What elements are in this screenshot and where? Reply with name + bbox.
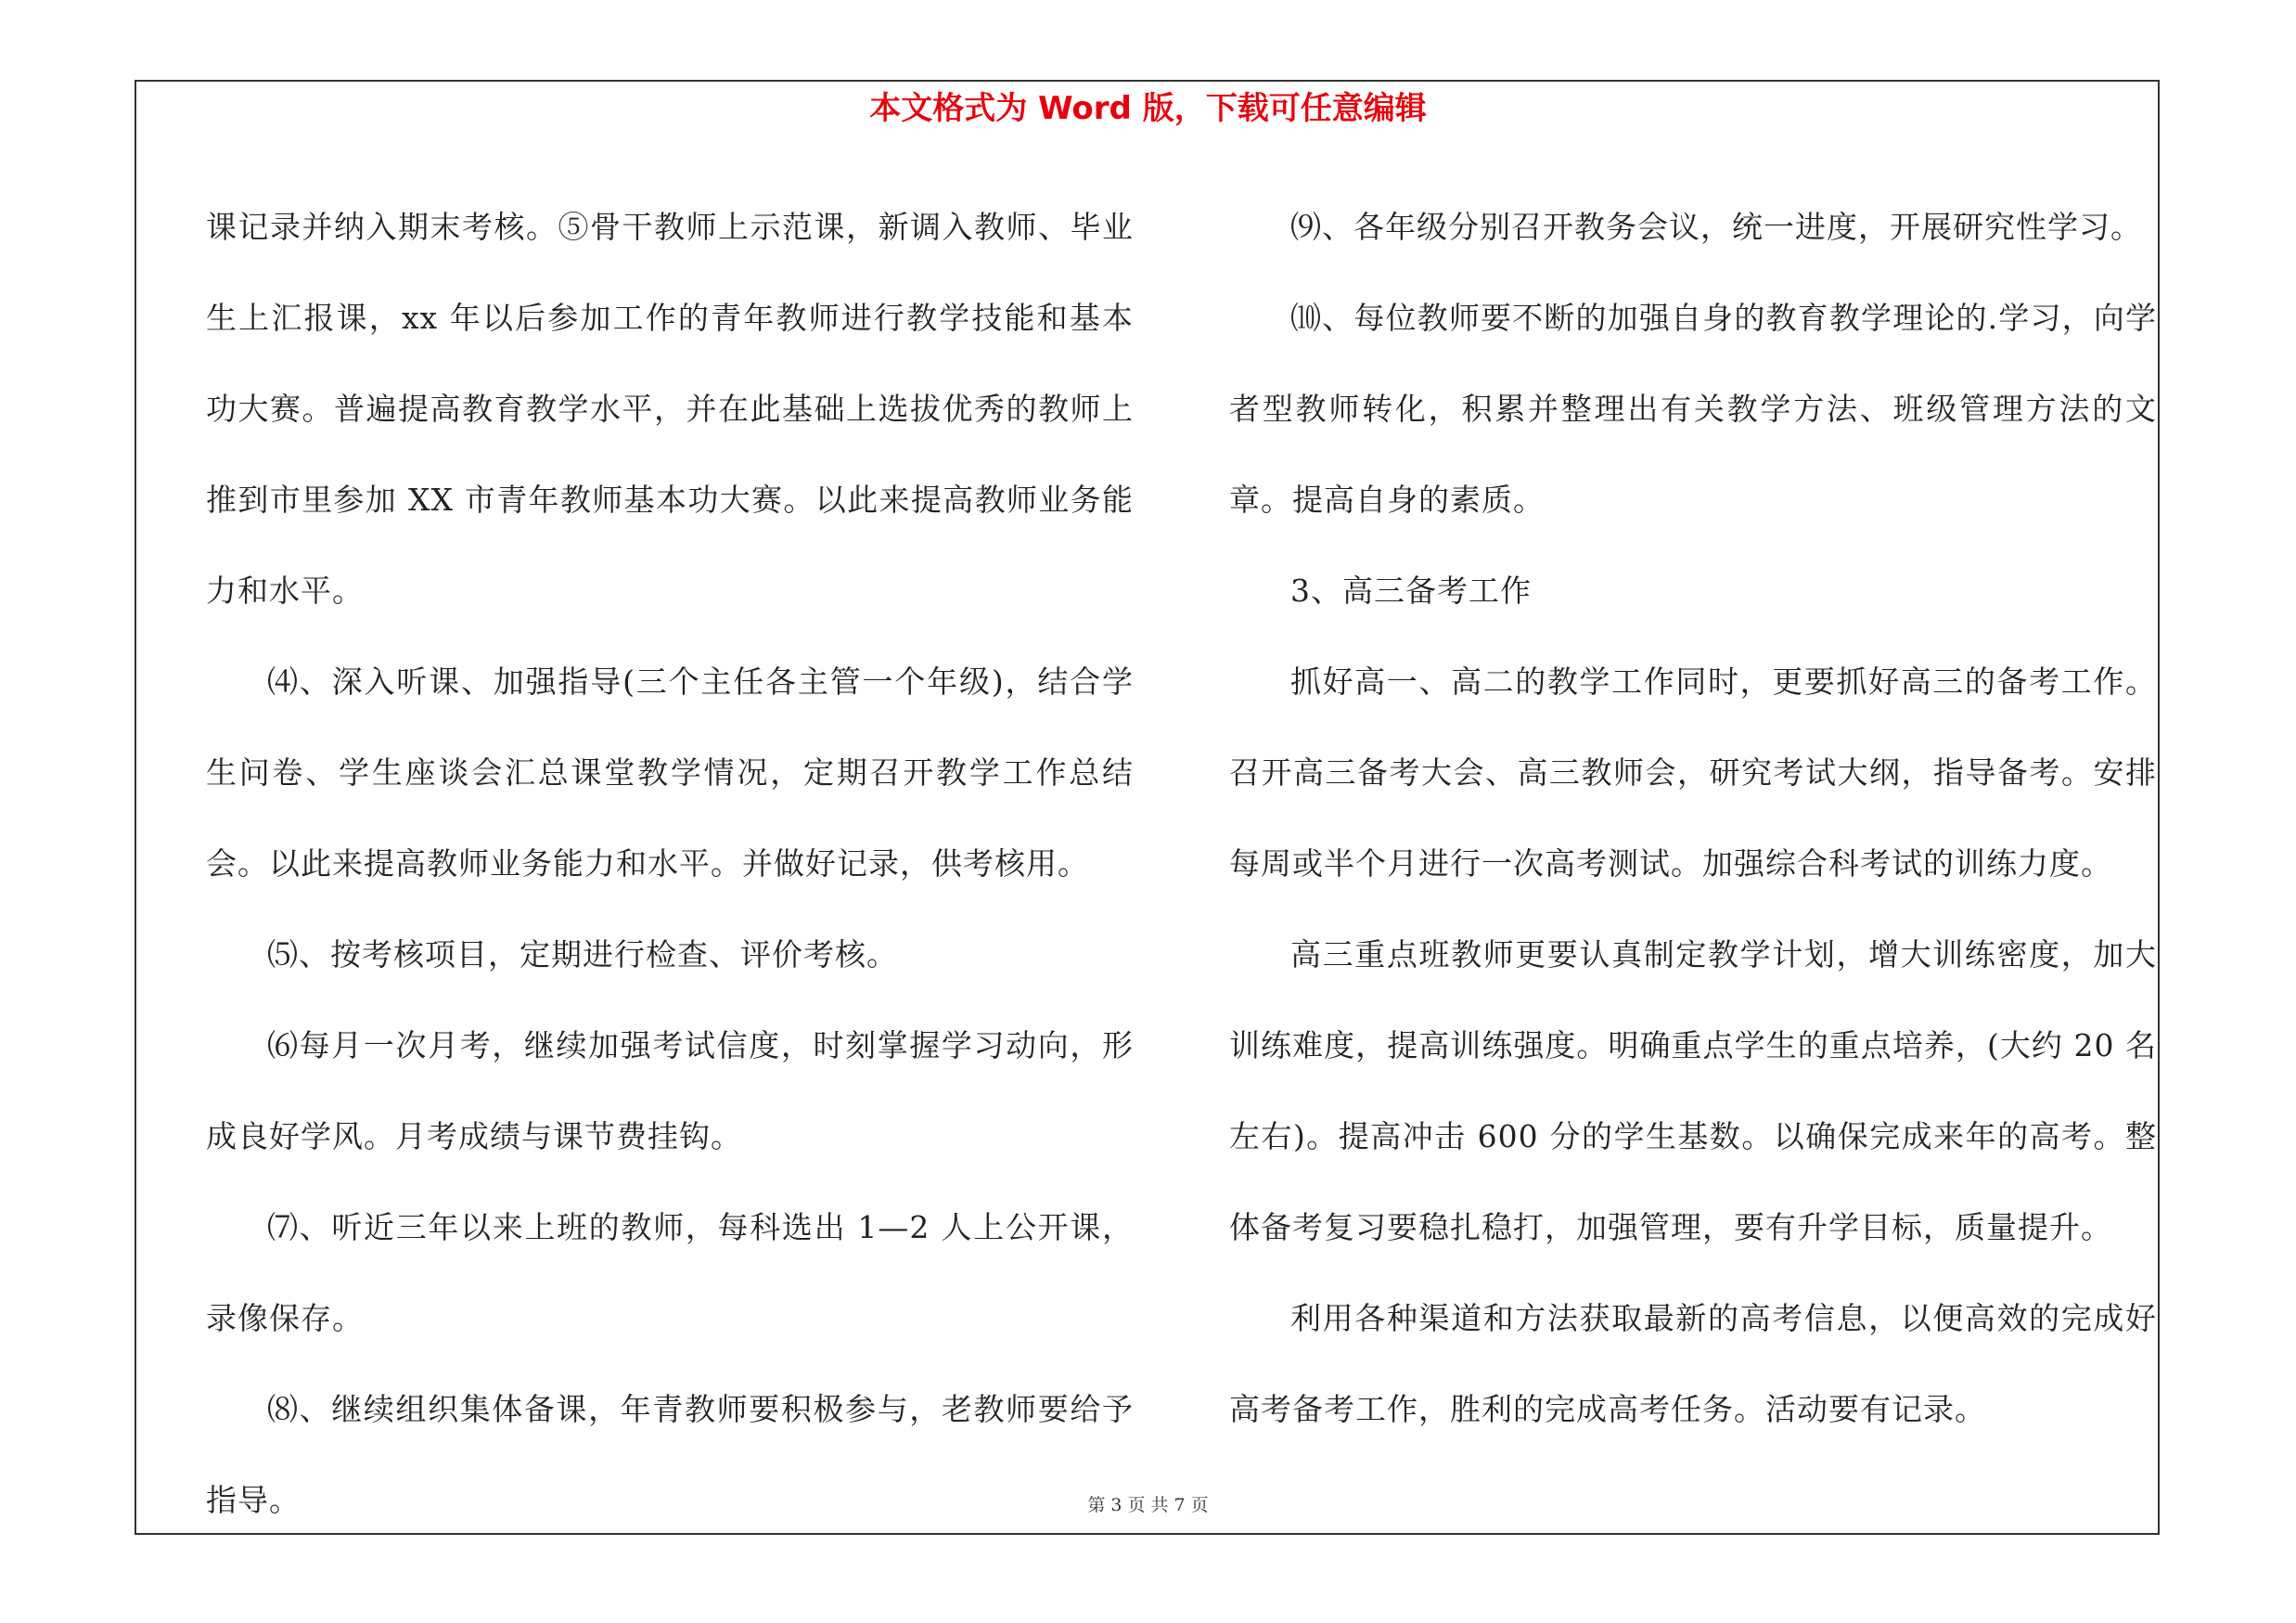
left-column bbox=[206, 182, 1134, 1546]
right-paragraph-2: ⑽、每位教师要不断的加强自身的教育教学理论的.学习，向学者型教师转化，积累并整理出有关教学方法、班级管理方法的文章。提高自身的素质。 bbox=[1229, 300, 2157, 518]
page-footer bbox=[0, 1494, 2296, 1516]
left-paragraph-5: ⑺、听近三年以来上班的教师，每科选出 1—2 人上公开课，录像保存。 bbox=[206, 1209, 1134, 1336]
right-column bbox=[1229, 182, 2157, 1455]
page-number: 第 3 页 共 7 页 bbox=[1087, 1495, 1209, 1515]
right-paragraph-5: 利用各种渠道和方法获取最新的高考信息，以便高效的完成好高考备考工作，胜利的完成高考任务。活动要有记录。 bbox=[1229, 1300, 2157, 1427]
left-paragraph-2: ⑷、深入听课、加强指导(三个主任各主管一个年级)，结合学生问卷、学生座谈会汇总课堂教学情况，定期召开教学工作总结会。以此来提高教师业务能力和水平。并做好记录，供考核用。 bbox=[206, 663, 1134, 882]
right-paragraph-1: ⑼、各年级分别召开教务会议，统一进度，开展研究性学习。 bbox=[1290, 209, 2142, 245]
left-paragraph-1: 课记录并纳入期末考核。⑤骨干教师上示范课，新调入教师、毕业生上汇报课，xx 年以后参加工作的青年教师进行教学技能和基本功大赛。普遍提高教育教学水平，并在此基础上选拔优秀的教师上推到市里参加 XX 市青年教师基本功大赛。以此来提高教师业务能力和水平。 bbox=[206, 209, 1134, 609]
right-paragraph-4: 高三重点班教师更要认真制定教学计划，增大训练密度，加大训练难度，提高训练强度。明确重点学生的重点培养，(大约 20 名左右)。提高冲击 600 分的学生基数。以确保完成来年的高考。整体备考复习要稳扎稳打，加强管理，要有升学目标，质量提升。 bbox=[1229, 936, 2157, 1245]
section-heading: 3、高三备考工作 bbox=[1290, 573, 1532, 609]
header-banner bbox=[0, 85, 2296, 132]
header-banner-text: 本文格式为 Word 版，下载可任意编辑 bbox=[869, 90, 1427, 127]
right-paragraph-3: 抓好高一、高二的教学工作同时，更要抓好高三的备考工作。召开高三备考大会、高三教师会，研究考试大纲，指导备考。安排每周或半个月进行一次高考测试。加强综合科考试的训练力度。 bbox=[1229, 663, 2157, 882]
left-paragraph-6: ⑻、继续组织集体备课，年青教师要积极参与，老教师要给予指导。 bbox=[206, 1391, 1134, 1518]
left-paragraph-3: ⑸、按考核项目，定期进行检查、评价考核。 bbox=[267, 936, 898, 973]
left-paragraph-4: ⑹每月一次月考，继续加强考试信度，时刻掌握学习动向，形成良好学风。月考成绩与课节费挂钩。 bbox=[206, 1027, 1134, 1154]
